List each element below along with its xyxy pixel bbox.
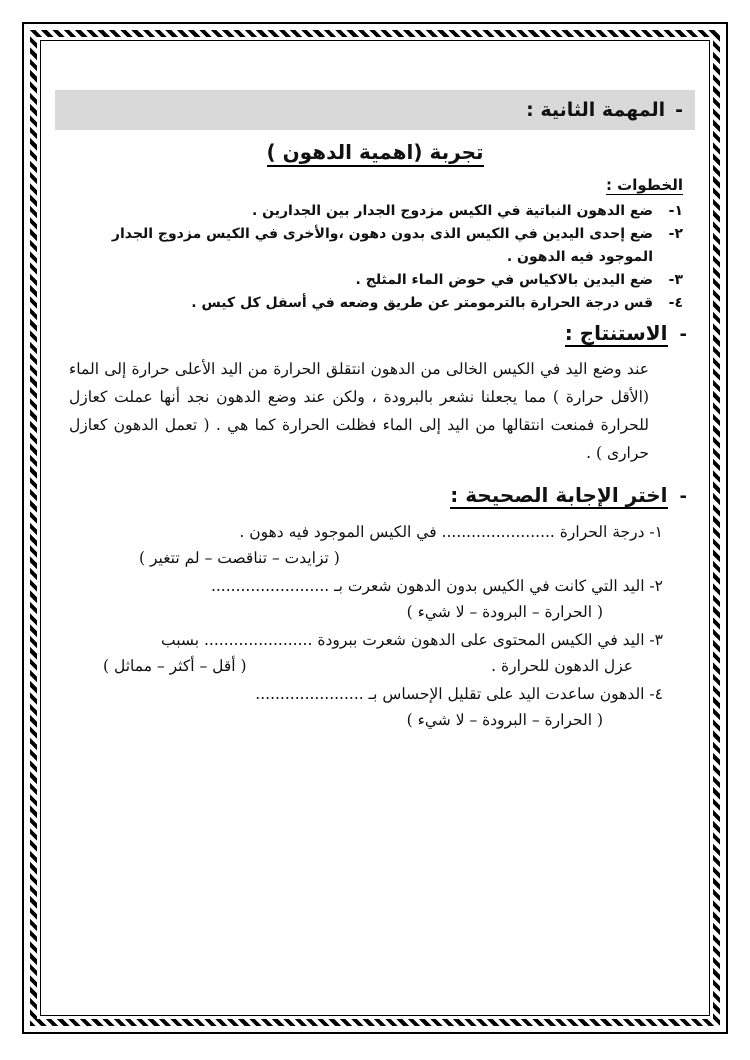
choose-bullet: - (679, 485, 687, 507)
question-options: ( الحرارة – البرودة – لا شيء ) (406, 711, 603, 729)
conclusion-bullet: - (679, 323, 687, 345)
question-item (55, 627, 663, 679)
steps-list (55, 200, 695, 315)
question-text: ٣- اليد في الكيس المحتوى على الدهون شعرت ببرودة ...................... بسبب (161, 631, 663, 649)
task-header-bar (55, 90, 695, 130)
question-text-cont: عزل الدهون للحرارة . (491, 657, 633, 675)
question-item (55, 519, 663, 571)
worksheet-content (55, 90, 695, 733)
question-options: ( أقل – أكثر – مماثل ) (103, 657, 247, 675)
question-options: ( الحرارة – البرودة – لا شيء ) (406, 603, 603, 621)
question-text: ٢- اليد التي كانت في الكيس بدون الدهون شعرت بـ ........................ (210, 577, 663, 595)
question-row (103, 653, 663, 679)
steps-heading (55, 176, 683, 194)
step-text: ضع الدهون النباتية في الكيس مزدوج الجدار بين الجدارين . (251, 203, 653, 219)
step-number: ٣- (668, 272, 683, 288)
question-text: ١- درجة الحرارة ....................... في الكيس الموجود فيه دهون . (239, 523, 663, 541)
step-number: ٤- (668, 295, 683, 311)
step-item (55, 200, 683, 223)
step-text: ضع إحدى اليدين في الكيس الذى بدون دهون ،والأخرى في الكيس مزدوج الجدار الموجود فيه الدهون . (111, 226, 653, 265)
step-text: ضع اليدين بالاكياس في حوض الماء المثلج . (355, 272, 653, 288)
step-number: ١- (668, 203, 683, 219)
task-label: المهمة الثانية : (526, 99, 666, 121)
steps-heading-text: الخطوات : (605, 176, 683, 194)
step-number: ٢- (668, 226, 683, 242)
conclusion-paragraph: عند وضع اليد في الكيس الخالى من الدهون انتقلق الحرارة من اليد الأعلى حرارة إلى الماء (الأقل حرارة ) مما يجعلنا نشعر بالبرودة ، ولكن عند وضع الدهون نجد أنها عملت كعازل للحرارة فمنعت انتقالها من اليد إلى الماء فظلت الحرارة كما هي . ( تعمل الدهون كعازل حرارى ) . (69, 360, 649, 462)
experiment-title-text: تجربة (اهمية الدهون ) (267, 140, 484, 167)
conclusion-heading (55, 321, 695, 347)
question-options: ( تزايدت – تناقصت – لم تتغير ) (139, 549, 340, 567)
task-bullet: - (675, 99, 683, 121)
step-item (55, 269, 683, 292)
experiment-title (55, 140, 695, 164)
choose-heading (55, 483, 695, 509)
questions-list (55, 519, 663, 733)
step-item (55, 223, 683, 269)
question-text: ٤- الدهون ساعدت اليد على تقليل الإحساس بـ ...................... (255, 685, 663, 703)
question-item (55, 573, 663, 625)
conclusion-heading-text: الاستنتاج : (564, 321, 668, 345)
question-item (55, 681, 663, 733)
step-text: قس درجة الحرارة بالترمومتر عن طريق وضعه في أسفل كل كيس . (191, 295, 653, 311)
choose-heading-text: اختر الإجابة الصحيحة : (450, 483, 668, 507)
step-item (55, 292, 683, 315)
